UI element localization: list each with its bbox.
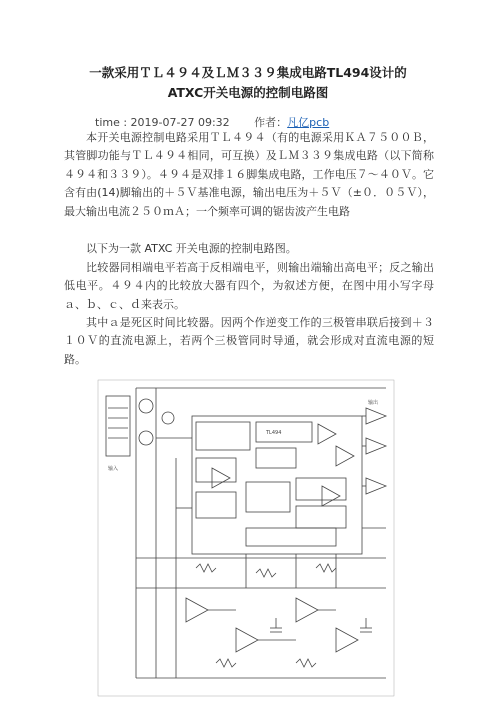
ic-label: TL494 [266, 430, 282, 436]
output-label: 输出 [368, 400, 379, 406]
publish-time: time : 2019-07-27 09:32 [95, 116, 230, 129]
author-label: 作者： [254, 116, 288, 129]
paragraph-1: 本开关电源控制电路采用ＴＬ４９４（有的电源采用ＫＡ７５００Ｂ，其管脚功能与ＴＬ４９４相同，可互换）及ＬＭ３３９集成电路（以下简称４９４和３３９）。４９４是双排１６脚集成电路，工作电压７～４０Ｖ。它含有由(14)脚输出的＋５Ｖ基准电源，输出电压为＋５Ｖ（±０．０５Ｖ），最大输出电流２５０ｍＡ；一个频率可调的锯齿波产生电路 [64, 131, 434, 218]
circuit-diagram-image [96, 378, 396, 698]
paragraph-4: 其中ａ是死区时间比较器。因两个作逆变工作的三极管串联后接到＋３１０Ｖ的直流电源上，若两个三极管同时导通，就会形成对直流电源的短路。 [64, 316, 434, 366]
article-meta [95, 114, 329, 130]
article-title-line1: 一款采用ＴＬ４９４及ＬＭ３３９集成电路TL494设计的 [89, 65, 407, 80]
article-title-line2: ATXC开关电源的控制电路图 [167, 85, 329, 100]
paragraph-3: 比较器同相端电平若高于反相端电平，则输出端输出高电平；反之输出低电平。４９４内的比较放大器有四个，为叙述方便，在图中用小写字母ａ、ｂ、ｃ、ｄ来表示。 [64, 261, 434, 311]
input-label: 输入 [108, 466, 119, 472]
author-link[interactable]: 凡亿pcb [287, 116, 330, 129]
paragraph-2: 以下为一款 ATXC 开关电源的控制电路图。 [86, 242, 297, 255]
